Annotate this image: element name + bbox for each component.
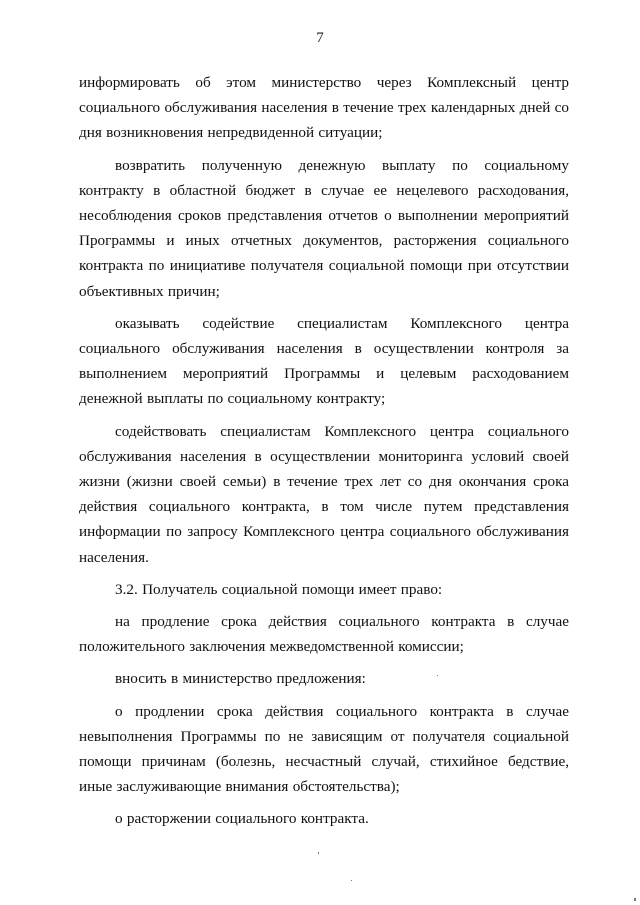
scan-speck: [437, 675, 438, 676]
paragraph-8: о продлении срока действия социального контракта в случае невыполнения Программы по не зависящим от получателя социальной помощи причинам (болезнь, несчастный случай, стихийное бедствие, иные заслуживающие внимания обстоятельства);: [79, 702, 569, 796]
paragraph-section-3-2: 3.2. Получатель социальной помощи имеет право:: [115, 580, 443, 598]
document-body: [79, 70, 569, 839]
page-number: 7: [316, 30, 324, 46]
paragraph-2: возвратить полученную денежную выплату по социальному контракту в областной бюджет в случае ее нецелевого расходования, несоблюдения сроков представления отчетов о выполнении мероприятий Программы и иных отчетных документов, расторжения социального контракта по инициативе получателя социальной помощи при отсутствии объективных причин;: [79, 156, 569, 300]
scan-speck: [634, 898, 636, 901]
paragraph-7: вносить в министерство предложения:: [115, 670, 366, 688]
paragraph-9: о расторжении социального контракта.: [115, 810, 369, 828]
paragraph-4: содействовать специалистам Комплексного центра социального обслуживания населения в осуществлении мониторинга условий своей жизни (жизни своей семьи) в течение трех лет со дня окончания срока действия социального контракта, в том числе путем представления информации по запросу Комплексного центра социального обслуживания населения.: [79, 422, 569, 566]
scan-speck: [351, 880, 352, 881]
scan-speck: [318, 852, 319, 854]
paragraph-6: на продление срока действия социального контракта в случае положительного заключения межведомственной комиссии;: [79, 613, 569, 656]
paragraph-3: оказывать содействие специалистам Комплексного центра социального обслуживания населения в осуществлении контроля за выполнением мероприятий Программы и целевым расходованием денежной выплаты по социальному контракту;: [79, 314, 569, 408]
paragraph-1: информировать об этом министерство через Комплексный центр социального обслуживания населения в течение трех календарных дней со дня возникновения непредвиденной ситуации;: [79, 74, 569, 142]
